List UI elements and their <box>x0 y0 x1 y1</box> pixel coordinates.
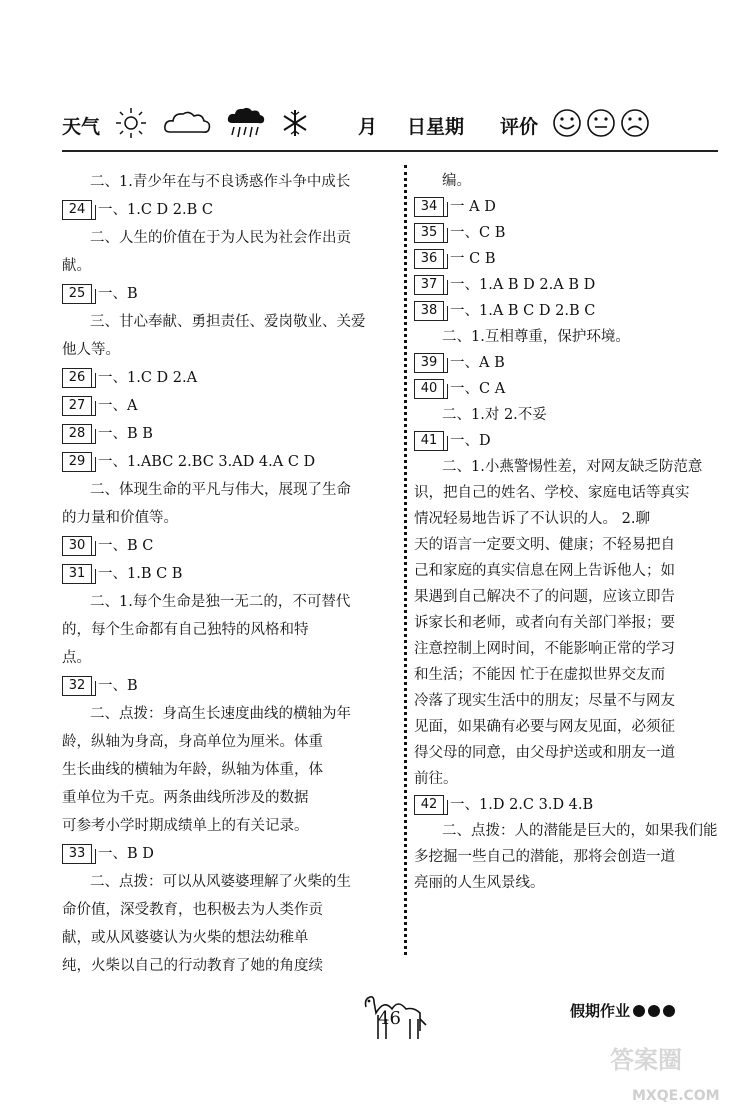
text-line: 三、甘心奉献、勇担责任、爱岗敬业、关爱 <box>90 314 366 330</box>
page-header <box>62 105 722 145</box>
text-line: 生长曲线的横轴为年龄，纵轴为体重，体 <box>62 762 323 778</box>
text-line: 多挖掘一些自己的潜能，那将会创造一道 <box>414 849 675 865</box>
cloud-icon <box>162 108 212 142</box>
date-label: 日星期 <box>407 115 465 138</box>
text-line: 点。 <box>62 650 91 666</box>
text-line: 二、点拨：身高生长速度曲线的横轴为年 <box>90 706 351 722</box>
answer-text: 一 A D <box>450 199 496 215</box>
answer-row <box>414 272 722 298</box>
watermark: 答案圈 <box>610 1046 682 1074</box>
book-label <box>570 1000 675 1021</box>
question-number-badge: 33 <box>62 844 92 864</box>
question-number-badge: 32 <box>62 676 92 696</box>
text-line: 己和家庭的真实信息在网上告诉他人；如 <box>414 563 675 579</box>
text-line: 见面，如果确有必要与网友见面，必须征 <box>414 719 675 735</box>
question-number-badge: 39 <box>414 353 444 373</box>
page-number: 46 <box>378 1008 401 1029</box>
answer-row <box>62 840 384 868</box>
smiley-happy-icon <box>552 108 582 142</box>
text-line: 得父母的同意，由父母护送或和朋友一道 <box>414 745 675 761</box>
question-number-badge: 41 <box>414 431 444 451</box>
answer-text: 一、1.D 2.C 3.D 4.B <box>450 797 594 813</box>
dot-icon <box>633 1005 645 1017</box>
answer-text: 一、C A <box>450 381 506 397</box>
text-line: 冷落了现实生活中的朋友；尽量不与网友 <box>414 693 675 709</box>
text-line: 诉家长和老师，或者向有关部门举报；要 <box>414 615 675 631</box>
question-number-badge: 31 <box>62 564 92 584</box>
answer-text: 一、A <box>98 398 138 414</box>
text-line: 二、1.对 2.不妥 <box>442 407 547 423</box>
answer-text: 一、B <box>98 286 138 302</box>
answer-text: 一、B D <box>98 846 154 862</box>
text-line: 二、点拨：人的潜能是巨大的，如果我们能 <box>442 823 718 839</box>
rain-cloud-icon <box>226 105 266 145</box>
text-line: 编。 <box>442 173 471 189</box>
text-line: 果遇到自己解决不了的问题，应该立即告 <box>414 589 675 605</box>
answer-text: 一、1.A B C D 2.B C <box>450 303 596 319</box>
rating-label: 评价 <box>500 115 539 138</box>
text-line: 龄，纵轴为身高，身高单位为厘米。体重 <box>62 734 323 750</box>
watermark-url: MXQE.COM <box>632 1088 720 1104</box>
question-number-badge: 40 <box>414 379 444 399</box>
question-number-badge: 38 <box>414 301 444 321</box>
answer-row <box>62 672 384 700</box>
text-line: 重单位为千克。两条曲线所涉及的数据 <box>62 790 309 806</box>
book-label-text: 假期作业 <box>570 1002 631 1020</box>
question-number-badge: 37 <box>414 275 444 295</box>
question-number-badge: 26 <box>62 368 92 388</box>
text-line: 他人等。 <box>62 342 120 358</box>
answer-row <box>414 792 722 818</box>
answer-text: 一、D <box>450 433 491 449</box>
text-line: 亮丽的人生风景线。 <box>414 875 545 891</box>
question-number-badge: 30 <box>62 536 92 556</box>
answer-text: 一、B B <box>98 426 153 442</box>
question-number-badge: 36 <box>414 249 444 269</box>
text-line: 二、点拨：可以从风婆婆理解了火柴的生 <box>90 874 351 890</box>
question-number-badge: 42 <box>414 795 444 815</box>
answer-text: 一、1.C D 2.B C <box>98 202 213 218</box>
answer-row <box>62 420 384 448</box>
answer-text: 一、C B <box>450 225 506 241</box>
dot-icon <box>648 1005 660 1017</box>
question-number-badge: 34 <box>414 197 444 217</box>
question-number-badge: 29 <box>62 452 92 472</box>
answer-text: 一、1.C D 2.A <box>98 370 198 386</box>
answer-row <box>62 448 384 476</box>
column-divider <box>404 165 407 955</box>
text-line: 二、体现生命的平凡与伟大，展现了生命 <box>90 482 351 498</box>
answer-row <box>62 280 384 308</box>
answer-row <box>414 246 722 272</box>
answer-text: 一、1.ABC 2.BC 3.AD 4.A C D <box>98 454 316 470</box>
text-line: 前往。 <box>414 771 458 787</box>
text-line: 可参考小学时期成绩单上的有关记录。 <box>62 818 309 834</box>
answer-row <box>414 350 722 376</box>
sun-icon <box>114 106 148 144</box>
smiley-sad-icon <box>620 108 650 142</box>
text-line: 命价值，深受教育，也积极去为人类作贡 <box>62 902 323 918</box>
text-line: 的，每个生命都有自己独特的风格和特 <box>62 622 309 638</box>
text-line: 和生活；不能因 忙于在虚拟世界交友而 <box>414 667 666 683</box>
answer-row <box>414 298 722 324</box>
text-line: 注意控制上网时间，不能影响正常的学习 <box>414 641 675 657</box>
header-rule <box>62 150 718 152</box>
text-line: 二、1.每个生命是独一无二的，不可替代 <box>90 594 351 610</box>
answer-text: 一、1.B C B <box>98 566 183 582</box>
answer-row <box>414 376 722 402</box>
month-label: 月 <box>358 115 378 138</box>
text-line: 情况轻易地告诉了不认识的人。 2.聊 <box>414 511 650 527</box>
text-line: 二、1.互相尊重，保护环境。 <box>442 329 630 345</box>
text-line: 献，或从风婆婆认为火柴的想法幼稚单 <box>62 930 309 946</box>
text-line: 二、1.小燕警惕性差，对网友缺乏防范意 <box>442 459 703 475</box>
answer-row <box>62 364 384 392</box>
text-line: 纯，火柴以自己的行动教育了她的角度续 <box>62 958 323 974</box>
answer-text: 一、1.A B D 2.A B D <box>450 277 596 293</box>
text-line: 天的语言一定要文明、健康；不轻易把自 <box>414 537 675 553</box>
right-answer-column <box>414 168 722 896</box>
answer-row <box>62 532 384 560</box>
answer-text: 一、B C <box>98 538 154 554</box>
weather-label: 天气 <box>62 115 101 138</box>
smiley-neutral-icon <box>586 108 616 142</box>
question-number-badge: 28 <box>62 424 92 444</box>
answer-row <box>62 392 384 420</box>
text-line: 的力量和价值等。 <box>62 510 178 526</box>
answer-row <box>414 428 722 454</box>
text-line: 献。 <box>62 258 91 274</box>
answer-text: 一、B <box>98 678 138 694</box>
text-line: 二、人生的价值在于为人民为社会作出贡 <box>90 230 351 246</box>
left-answer-column <box>62 168 384 980</box>
snowflake-icon <box>280 108 310 142</box>
answer-row <box>62 196 384 224</box>
dot-icon <box>663 1005 675 1017</box>
question-number-badge: 25 <box>62 284 92 304</box>
answer-row <box>414 194 722 220</box>
text-line: 识，把自己的姓名、学校、家庭电话等真实 <box>414 485 690 501</box>
question-number-badge: 35 <box>414 223 444 243</box>
answer-row <box>62 560 384 588</box>
answer-text: 一、A B <box>450 355 505 371</box>
question-number-badge: 27 <box>62 396 92 416</box>
answer-row <box>414 220 722 246</box>
answer-text: 一 C B <box>450 251 496 267</box>
text-line: 二、1.青少年在与不良诱惑作斗争中成长 <box>90 174 351 190</box>
question-number-badge: 24 <box>62 200 92 220</box>
